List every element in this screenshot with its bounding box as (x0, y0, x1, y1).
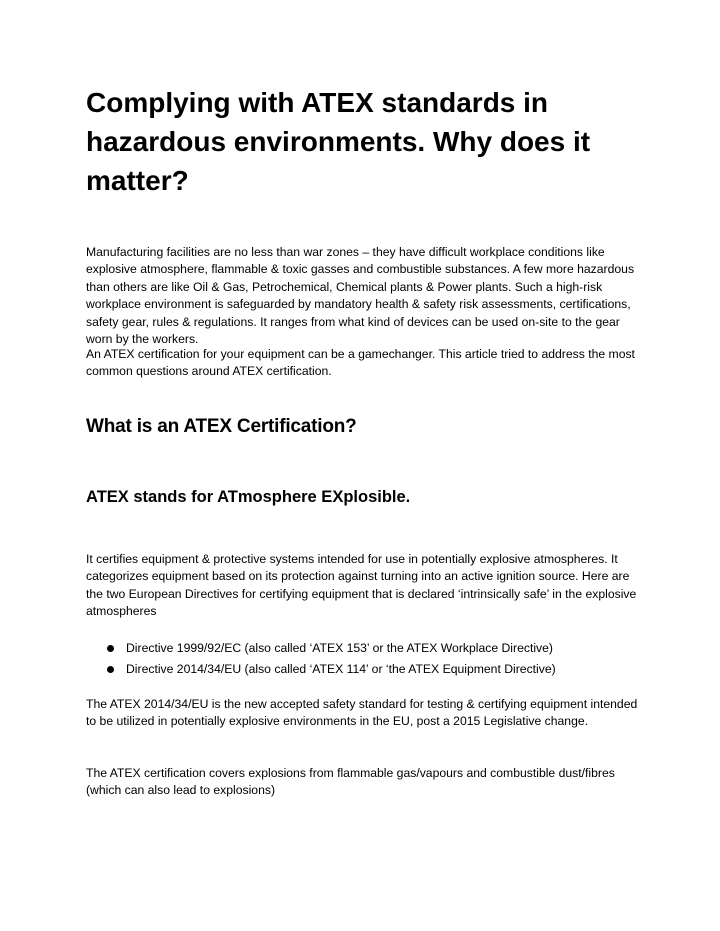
directives-list (86, 638, 646, 680)
standard-paragraph: The ATEX 2014/34/EU is the new accepted safety standard for testing & certifying equipment intended to be utilized in potentially explosive environments in the EU, post a 2015 Legislative change. (86, 697, 638, 729)
list-item-text: Directive 1999/92/EC (also called ‘ATEX 153’ or the ATEX Workplace Directive) (126, 641, 553, 655)
section-heading: What is an ATEX Certification? (86, 416, 357, 437)
intro-paragraph: Manufacturing facilities are no less than war zones – they have difficult workplace conditions like explosive atmosphere, flammable & toxic gasses and combustible substances. A few more hazardous than others are like Oil & Gas, Petrochemical, Chemical plants & Power plants. Such a high-risk workplace environment is safeguarded by mandatory health & safety risk assessments, certifications, safety gear, rules & regulations. It ranges from what kind of devices can be used on-site to the gear worn by the workers. (86, 245, 635, 347)
bullet-icon (107, 666, 114, 673)
list-item (86, 638, 646, 659)
bullet-icon (107, 645, 114, 652)
list-item-text: Directive 2014/34/EU (also called ‘ATEX 114’ or ‘the ATEX Equipment Directive) (126, 662, 556, 676)
intro-paragraph-2: An ATEX certification for your equipment can be a gamechanger. This article tried to address the most common questions around ATEX certification. (86, 347, 635, 379)
definition-paragraph: It certifies equipment & protective systems intended for use in potentially explosive atmospheres. It categorizes equipment based on its protection against turning into an active ignition source. Here are the two European Directives for certifying equipment that is declared ‘intrinsically safe’ in the explosive atmospheres (86, 552, 637, 619)
coverage-paragraph: The ATEX certification covers explosions from flammable gas/vapours and combustible dust/fibres (which can also lead to explosions) (86, 766, 615, 798)
list-item (86, 659, 646, 680)
document-title: Complying with ATEX standards in hazardous environments. Why does it matter? (86, 87, 591, 196)
subheading: ATEX stands for ATmosphere EXplosible. (86, 488, 411, 506)
